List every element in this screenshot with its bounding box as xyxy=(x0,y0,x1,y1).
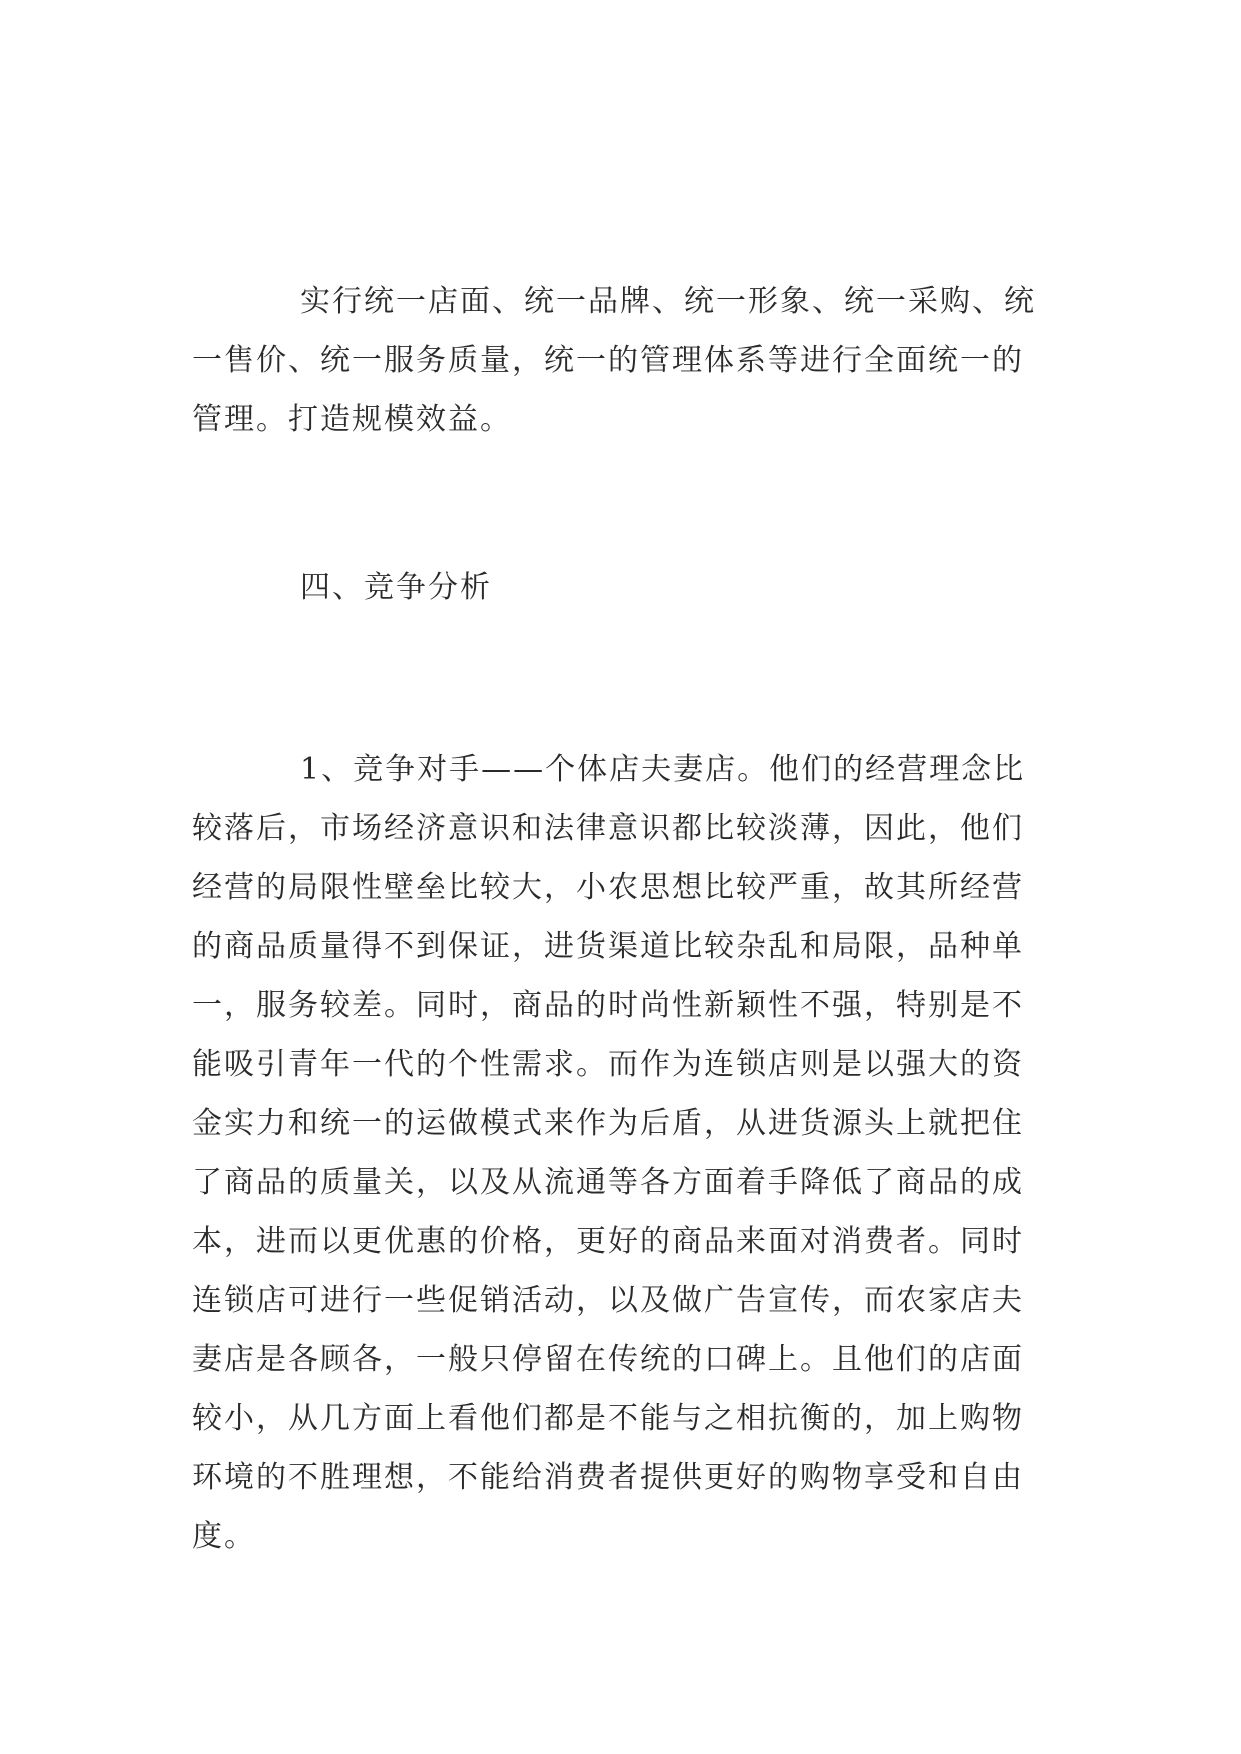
paragraph-line: 了商品的质量关，以及从流通等各方面着手降低了商品的成 xyxy=(192,1165,1024,1200)
paragraph-line: 一，服务较差。同时，商品的时尚性新颖性不强，特别是不 xyxy=(192,988,1024,1023)
paragraph-line: 较落后，市场经济意识和法律意识都比较淡薄，因此，他们 xyxy=(192,811,1024,846)
paragraph-line: 金实力和统一的运做模式来作为后盾，从进货源头上就把住 xyxy=(192,1106,1024,1141)
paragraph-line: 较小，从几方面上看他们都是不能与之相抗衡的，加上购物 xyxy=(192,1401,1024,1436)
paragraph-line: 妻店是各顾各，一般只停留在传统的口碑上。且他们的店面 xyxy=(192,1342,1024,1377)
paragraph-competitors xyxy=(192,740,1052,1566)
paragraph-line: 管理。打造规模效益。 xyxy=(192,402,512,437)
paragraph-line: 经营的局限性壁垒比较大，小农思想比较严重，故其所经营 xyxy=(192,870,1024,905)
paragraph-line: 1、竞争对手——个体店夫妻店。他们的经营理念比 xyxy=(300,752,1026,787)
paragraph-unified-management xyxy=(192,272,1052,449)
paragraph-line: 实行统一店面、统一品牌、统一形象、统一采购、统 xyxy=(300,284,1036,319)
paragraph-line: 能吸引青年一代的个性需求。而作为连锁店则是以强大的资 xyxy=(192,1047,1024,1082)
section-heading xyxy=(192,558,1052,617)
section-heading-text: 四、竞争分析 xyxy=(300,570,492,605)
paragraph-line: 环境的不胜理想，不能给消费者提供更好的购物享受和自由 xyxy=(192,1460,1024,1495)
paragraph-line: 本，进而以更优惠的价格，更好的商品来面对消费者。同时 xyxy=(192,1224,1024,1259)
paragraph-line: 度。 xyxy=(192,1519,256,1554)
paragraph-line: 连锁店可进行一些促销活动，以及做广告宣传，而农家店夫 xyxy=(192,1283,1024,1318)
paragraph-line: 的商品质量得不到保证，进货渠道比较杂乱和局限，品种单 xyxy=(192,929,1024,964)
paragraph-line: 一售价、统一服务质量，统一的管理体系等进行全面统一的 xyxy=(192,343,1024,378)
